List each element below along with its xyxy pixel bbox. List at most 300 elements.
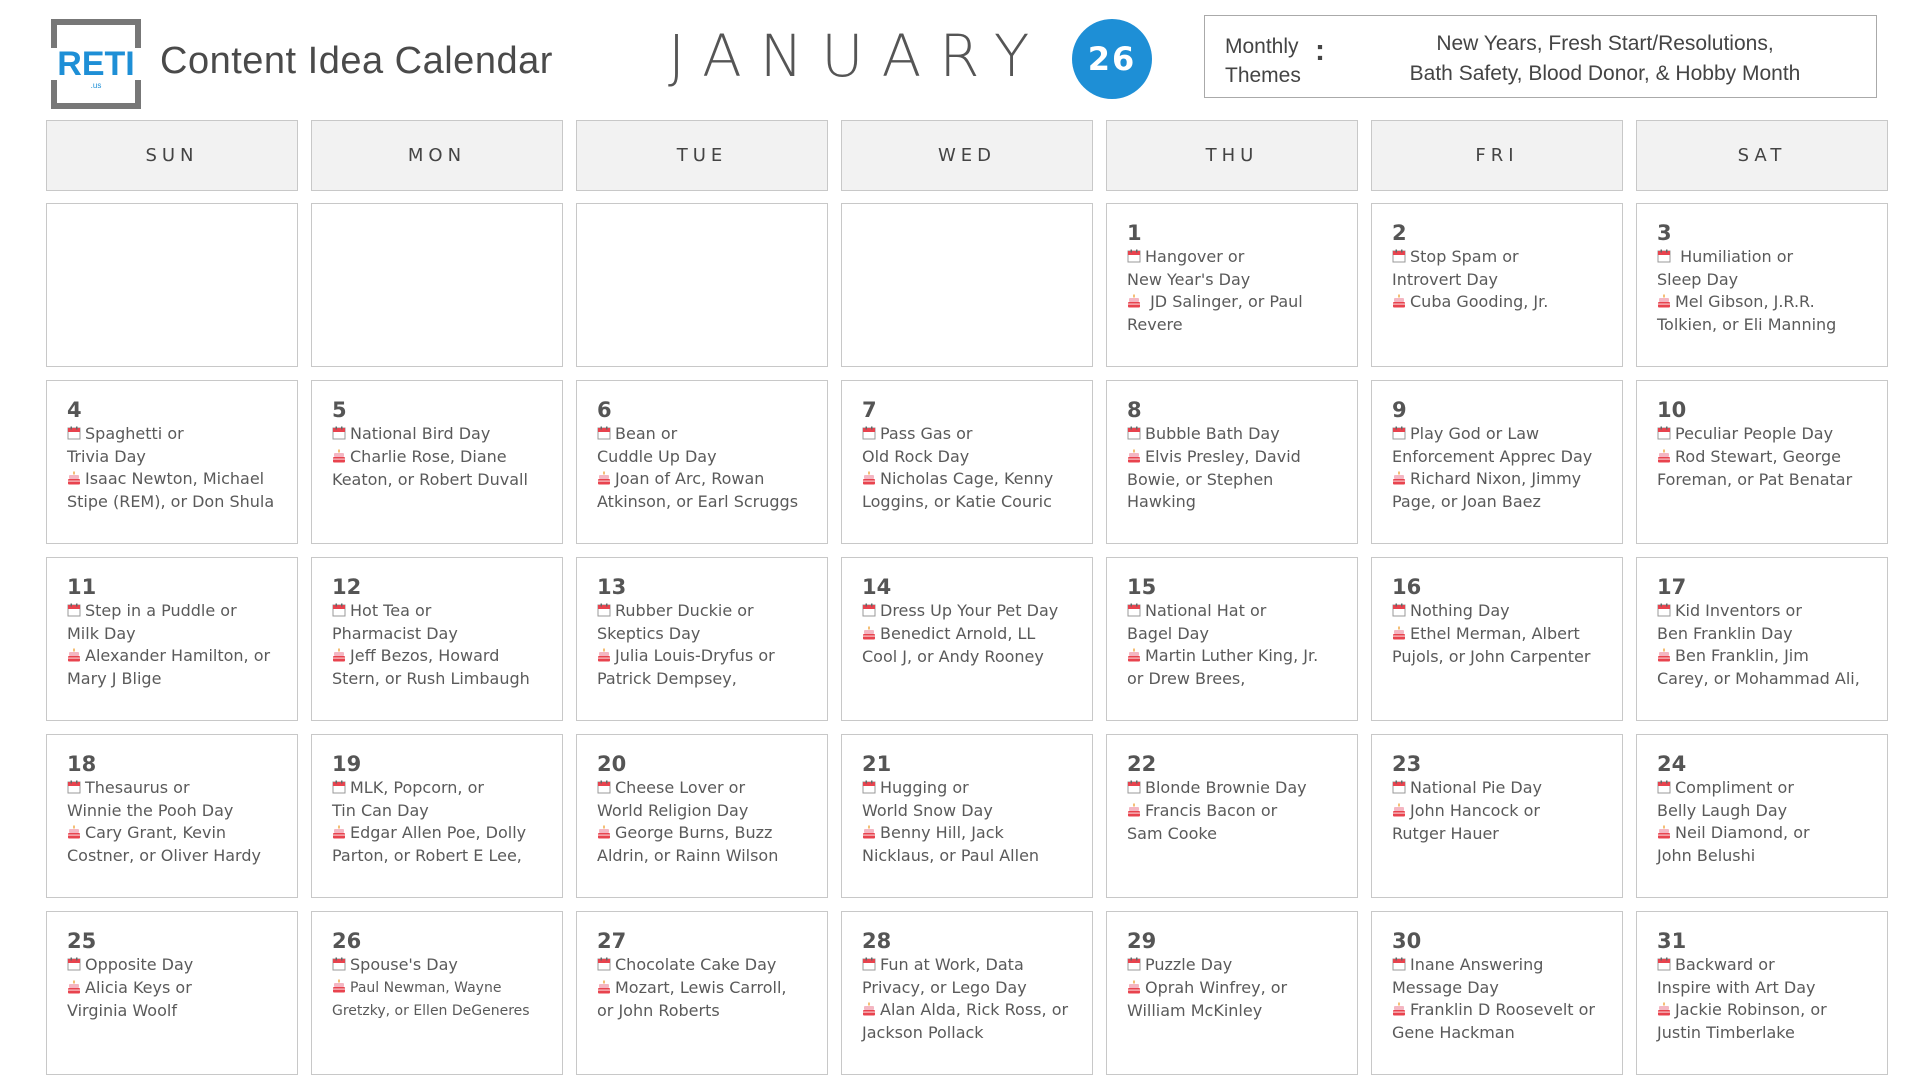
birthday-entry bbox=[332, 446, 552, 469]
entry-continuation bbox=[862, 977, 1082, 999]
calendar-icon bbox=[862, 424, 876, 446]
calendar-icon bbox=[862, 778, 876, 800]
birthday-entry bbox=[1657, 645, 1877, 668]
entry-text: Atkinson, or Earl Scruggs bbox=[597, 492, 799, 511]
entry-text: Puzzle Day bbox=[1145, 955, 1233, 974]
day-cell bbox=[1636, 911, 1888, 1075]
holiday-entry bbox=[597, 777, 817, 800]
weekday-fri: FRI bbox=[1371, 120, 1623, 191]
entry-text: National Bird Day bbox=[350, 424, 491, 443]
entry-continuation bbox=[1127, 823, 1347, 845]
entry-text: Richard Nixon, Jimmy bbox=[1410, 469, 1582, 488]
entry-text: Mary J Blige bbox=[67, 669, 162, 688]
weekday-wed: WED bbox=[841, 120, 1093, 191]
entry-continuation bbox=[597, 623, 817, 645]
entry-text: MLK, Popcorn, or bbox=[350, 778, 484, 797]
holiday-entry bbox=[1127, 777, 1347, 800]
entry-text: Patrick Dempsey, bbox=[597, 669, 737, 688]
empty-day-cell bbox=[841, 203, 1093, 367]
holiday-entry bbox=[1392, 246, 1612, 269]
entry-text: Loggins, or Katie Couric bbox=[862, 492, 1052, 511]
cake-icon bbox=[1127, 978, 1141, 1000]
entry-continuation bbox=[1127, 1000, 1347, 1022]
day-number: 14 bbox=[862, 575, 892, 599]
birthday-entry bbox=[1392, 468, 1612, 491]
themes-label-line2: Themes bbox=[1225, 64, 1301, 87]
entry-text: William McKinley bbox=[1127, 1001, 1263, 1020]
day-cell bbox=[1636, 734, 1888, 898]
birthday-entry bbox=[1127, 977, 1347, 1000]
day-number: 18 bbox=[67, 752, 97, 776]
holiday-entry bbox=[1657, 777, 1877, 800]
holiday-entry bbox=[332, 777, 552, 800]
holiday-entry bbox=[1657, 423, 1877, 446]
day-cell bbox=[46, 557, 298, 721]
entry-text: Spouse's Day bbox=[350, 955, 458, 974]
calendar-icon bbox=[332, 778, 346, 800]
entry-text: Costner, or Oliver Hardy bbox=[67, 846, 261, 865]
entry-continuation bbox=[1657, 314, 1877, 336]
entry-text: Stern, or Rush Limbaugh bbox=[332, 669, 530, 688]
entry-text: Compliment or bbox=[1675, 778, 1794, 797]
birthday-entry bbox=[67, 977, 287, 1000]
entry-text: Cary Grant, Kevin bbox=[85, 823, 227, 842]
day-number: 13 bbox=[597, 575, 627, 599]
calendar-icon bbox=[1657, 601, 1671, 623]
day-number: 30 bbox=[1392, 929, 1422, 953]
day-cell bbox=[1636, 380, 1888, 544]
cake-icon bbox=[862, 624, 876, 646]
day-number: 26 bbox=[332, 929, 362, 953]
calendar-icon bbox=[597, 778, 611, 800]
entry-text: Foreman, or Pat Benatar bbox=[1657, 470, 1853, 489]
calendar-icon bbox=[332, 424, 346, 446]
holiday-entry bbox=[597, 423, 817, 446]
day-number: 16 bbox=[1392, 575, 1422, 599]
calendar-icon bbox=[1127, 601, 1141, 623]
birthday-entry bbox=[862, 623, 1082, 646]
entry-text: Benedict Arnold, LL bbox=[880, 624, 1036, 643]
day-number: 7 bbox=[862, 398, 877, 422]
entry-continuation bbox=[332, 623, 552, 645]
entry-text: Stipe (REM), or Don Shula bbox=[67, 492, 275, 511]
entry-text: Ben Franklin Day bbox=[1657, 624, 1793, 643]
entry-text: Neil Diamond, or bbox=[1675, 823, 1810, 842]
entry-continuation bbox=[862, 800, 1082, 822]
day-number: 8 bbox=[1127, 398, 1142, 422]
birthday-entry bbox=[1127, 446, 1347, 469]
day-number: 2 bbox=[1392, 221, 1407, 245]
entry-continuation bbox=[862, 491, 1082, 513]
empty-day-cell bbox=[576, 203, 828, 367]
cake-icon bbox=[332, 646, 346, 668]
entry-text: JD Salinger, or Paul bbox=[1145, 292, 1303, 311]
entry-text: Hangover or bbox=[1145, 247, 1245, 266]
day-cell bbox=[311, 380, 563, 544]
entry-text: National Hat or bbox=[1145, 601, 1267, 620]
entry-continuation bbox=[1127, 469, 1347, 491]
holiday-entry bbox=[1127, 423, 1347, 446]
cake-icon bbox=[67, 469, 81, 491]
birthday-entry bbox=[67, 645, 287, 668]
entry-text: Inspire with Art Day bbox=[1657, 978, 1816, 997]
cake-icon bbox=[597, 823, 611, 845]
weekday-thu: THU bbox=[1106, 120, 1358, 191]
entry-continuation bbox=[1657, 1022, 1877, 1044]
entry-text: Aldrin, or Rainn Wilson bbox=[597, 846, 779, 865]
entry-continuation bbox=[67, 800, 287, 822]
cake-icon bbox=[1127, 801, 1141, 823]
entry-continuation bbox=[67, 1000, 287, 1022]
calendar-icon bbox=[597, 424, 611, 446]
entry-continuation bbox=[1392, 269, 1612, 291]
entry-text: Cuddle Up Day bbox=[597, 447, 717, 466]
cake-icon bbox=[1392, 1000, 1406, 1022]
entry-text: Message Day bbox=[1392, 978, 1499, 997]
holiday-entry bbox=[1657, 600, 1877, 623]
entry-continuation bbox=[597, 800, 817, 822]
day-number: 20 bbox=[597, 752, 627, 776]
weekday-sun: SUN bbox=[46, 120, 298, 191]
themes-line1: New Years, Fresh Start/Resolutions, bbox=[1436, 32, 1774, 55]
entry-text: Humiliation or bbox=[1675, 247, 1794, 266]
entry-text: National Pie Day bbox=[1410, 778, 1543, 797]
entry-text: Bean or bbox=[615, 424, 678, 443]
entry-continuation bbox=[862, 1022, 1082, 1044]
entry-text: Mozart, Lewis Carroll, bbox=[615, 978, 787, 997]
cake-icon bbox=[1657, 1000, 1671, 1022]
entry-continuation bbox=[332, 1000, 552, 1022]
day-cell bbox=[1371, 734, 1623, 898]
day-cell bbox=[1106, 734, 1358, 898]
day-cell bbox=[1106, 203, 1358, 367]
entry-text: Bubble Bath Day bbox=[1145, 424, 1280, 443]
cake-icon bbox=[1392, 624, 1406, 646]
birthday-entry bbox=[1657, 446, 1877, 469]
day-cell bbox=[1371, 380, 1623, 544]
entry-text: Old Rock Day bbox=[862, 447, 970, 466]
cake-icon bbox=[862, 1000, 876, 1022]
cake-icon bbox=[67, 978, 81, 1000]
entry-text: Stop Spam or bbox=[1410, 247, 1519, 266]
day-number: 15 bbox=[1127, 575, 1157, 599]
day-cell bbox=[46, 734, 298, 898]
entry-text: Milk Day bbox=[67, 624, 136, 643]
entry-text: Mel Gibson, J.R.R. bbox=[1675, 292, 1815, 311]
holiday-entry bbox=[1657, 246, 1877, 269]
entry-continuation bbox=[1392, 446, 1612, 468]
calendar-icon bbox=[332, 955, 346, 977]
entry-continuation bbox=[67, 446, 287, 468]
svg-text:RETI: RETI bbox=[57, 45, 135, 83]
birthday-entry bbox=[1657, 291, 1877, 314]
holiday-entry bbox=[1127, 600, 1347, 623]
day-number: 10 bbox=[1657, 398, 1687, 422]
calendar-icon bbox=[862, 601, 876, 623]
entry-text: Cheese Lover or bbox=[615, 778, 746, 797]
entry-text: Alicia Keys or bbox=[85, 978, 192, 997]
entry-text: Peculiar People Day bbox=[1675, 424, 1834, 443]
page-title: Content Idea Calendar bbox=[160, 40, 553, 82]
holiday-entry bbox=[1127, 246, 1347, 269]
entry-text: Parton, or Robert E Lee, bbox=[332, 846, 522, 865]
entry-continuation bbox=[1657, 623, 1877, 645]
day-number: 1 bbox=[1127, 221, 1142, 245]
day-number: 3 bbox=[1657, 221, 1672, 245]
entry-continuation bbox=[862, 446, 1082, 468]
entry-text: Carey, or Mohammad Ali, bbox=[1657, 669, 1860, 688]
day-number: 29 bbox=[1127, 929, 1157, 953]
entry-text: Gene Hackman bbox=[1392, 1023, 1515, 1042]
birthday-entry bbox=[862, 468, 1082, 491]
entry-text: Thesaurus or bbox=[85, 778, 190, 797]
entry-continuation bbox=[1392, 646, 1612, 668]
birthday-entry bbox=[597, 645, 817, 668]
entry-continuation bbox=[1392, 491, 1612, 513]
day-number: 27 bbox=[597, 929, 627, 953]
entry-continuation bbox=[1127, 269, 1347, 291]
day-number: 4 bbox=[67, 398, 82, 422]
entry-continuation bbox=[1392, 1022, 1612, 1044]
holiday-entry bbox=[332, 423, 552, 446]
entry-text: Play God or Law bbox=[1410, 424, 1540, 443]
month-title: JANUARY bbox=[668, 22, 1048, 90]
entry-text: Gretzky, or Ellen DeGeneres bbox=[332, 1003, 530, 1019]
holiday-entry bbox=[67, 777, 287, 800]
themes-label-line1: Monthly bbox=[1225, 35, 1299, 58]
birthday-entry bbox=[1392, 623, 1612, 646]
entry-text: Cuba Gooding, Jr. bbox=[1410, 292, 1549, 311]
entry-continuation bbox=[1392, 977, 1612, 999]
holiday-entry bbox=[1392, 600, 1612, 623]
cake-icon bbox=[1392, 801, 1406, 823]
holiday-entry bbox=[67, 600, 287, 623]
entry-continuation bbox=[1392, 823, 1612, 845]
cake-icon bbox=[597, 469, 611, 491]
holiday-entry bbox=[597, 954, 817, 977]
entry-continuation bbox=[1657, 469, 1877, 491]
weekday-mon: MON bbox=[311, 120, 563, 191]
entry-continuation bbox=[67, 845, 287, 867]
empty-day-cell bbox=[46, 203, 298, 367]
entry-text: Belly Laugh Day bbox=[1657, 801, 1788, 820]
entry-text: Kid Inventors or bbox=[1675, 601, 1802, 620]
holiday-entry bbox=[332, 954, 552, 977]
entry-text: Nicklaus, or Paul Allen bbox=[862, 846, 1040, 865]
themes-label bbox=[1225, 32, 1325, 90]
day-cell bbox=[1636, 557, 1888, 721]
entry-text: Hawking bbox=[1127, 492, 1196, 511]
day-number: 19 bbox=[332, 752, 362, 776]
birthday-entry bbox=[862, 822, 1082, 845]
birthday-entry bbox=[1127, 645, 1347, 668]
cake-icon bbox=[597, 646, 611, 668]
entry-text: Justin Timberlake bbox=[1657, 1023, 1795, 1042]
entry-continuation bbox=[597, 446, 817, 468]
entry-text: World Snow Day bbox=[862, 801, 993, 820]
calendar-icon bbox=[597, 601, 611, 623]
day-cell bbox=[1106, 380, 1358, 544]
entry-text: Winnie the Pooh Day bbox=[67, 801, 234, 820]
cake-icon bbox=[1127, 292, 1141, 314]
entry-text: Alexander Hamilton, or bbox=[85, 646, 271, 665]
entry-continuation bbox=[597, 668, 817, 690]
entry-text: Backward or bbox=[1675, 955, 1775, 974]
holiday-entry bbox=[332, 600, 552, 623]
calendar-icon bbox=[1657, 424, 1671, 446]
entry-text: Ethel Merman, Albert bbox=[1410, 624, 1580, 643]
holiday-entry bbox=[1127, 954, 1347, 977]
entry-text: Pass Gas or bbox=[880, 424, 973, 443]
weekday-sat: SAT bbox=[1636, 120, 1888, 191]
entry-text: Inane Answering bbox=[1410, 955, 1544, 974]
entry-text: Privacy, or Lego Day bbox=[862, 978, 1027, 997]
calendar-icon bbox=[1392, 955, 1406, 977]
day-cell bbox=[576, 380, 828, 544]
cake-icon bbox=[67, 823, 81, 845]
entry-continuation bbox=[862, 845, 1082, 867]
day-cell bbox=[841, 380, 1093, 544]
entry-continuation bbox=[597, 845, 817, 867]
birthday-entry bbox=[1392, 999, 1612, 1022]
entry-text: Franklin D Roosevelt or bbox=[1410, 1000, 1595, 1019]
day-number: 24 bbox=[1657, 752, 1687, 776]
entry-text: Step in a Puddle or bbox=[85, 601, 237, 620]
entry-text: Tolkien, or Eli Manning bbox=[1657, 315, 1837, 334]
birthday-entry bbox=[1392, 291, 1612, 314]
entry-continuation bbox=[67, 491, 287, 513]
entry-text: Jackson Pollack bbox=[862, 1023, 984, 1042]
day-number: 21 bbox=[862, 752, 892, 776]
day-cell bbox=[576, 911, 828, 1075]
holiday-entry bbox=[862, 600, 1082, 623]
entry-continuation bbox=[332, 668, 552, 690]
entry-text: Hugging or bbox=[880, 778, 969, 797]
entry-text: New Year's Day bbox=[1127, 270, 1251, 289]
entry-continuation bbox=[1657, 800, 1877, 822]
entry-text: Ben Franklin, Jim bbox=[1675, 646, 1809, 665]
entry-text: Jeff Bezos, Howard bbox=[350, 646, 500, 665]
entry-continuation bbox=[1127, 668, 1347, 690]
cake-icon bbox=[332, 823, 346, 845]
entry-continuation bbox=[332, 469, 552, 491]
calendar-icon bbox=[862, 955, 876, 977]
cake-icon bbox=[1127, 646, 1141, 668]
entry-continuation bbox=[1657, 845, 1877, 867]
entry-text: Page, or Joan Baez bbox=[1392, 492, 1541, 511]
entry-text: Bowie, or Stephen bbox=[1127, 470, 1274, 489]
holiday-entry bbox=[67, 954, 287, 977]
year-badge: 26 bbox=[1072, 19, 1152, 99]
birthday-entry bbox=[332, 645, 552, 668]
day-cell bbox=[1371, 557, 1623, 721]
entry-text: Benny Hill, Jack bbox=[880, 823, 1004, 842]
entry-text: Bagel Day bbox=[1127, 624, 1209, 643]
day-cell bbox=[576, 734, 828, 898]
cake-icon bbox=[1392, 469, 1406, 491]
entry-text: or John Roberts bbox=[597, 1001, 720, 1020]
entry-text: Pharmacist Day bbox=[332, 624, 458, 643]
day-cell bbox=[841, 557, 1093, 721]
calendar-icon bbox=[1127, 247, 1141, 269]
entry-text: Julia Louis-Dryfus or bbox=[615, 646, 775, 665]
entry-text: Oprah Winfrey, or bbox=[1145, 978, 1288, 997]
day-number: 25 bbox=[67, 929, 97, 953]
day-cell bbox=[46, 911, 298, 1075]
calendar-icon bbox=[1657, 778, 1671, 800]
entry-text: Spaghetti or bbox=[85, 424, 184, 443]
calendar-icon bbox=[1392, 424, 1406, 446]
empty-day-cell bbox=[311, 203, 563, 367]
birthday-entry bbox=[597, 468, 817, 491]
entry-continuation bbox=[332, 800, 552, 822]
birthday-entry bbox=[1127, 291, 1347, 314]
day-number: 23 bbox=[1392, 752, 1422, 776]
calendar-icon bbox=[597, 955, 611, 977]
calendar-icon bbox=[67, 778, 81, 800]
day-number: 31 bbox=[1657, 929, 1687, 953]
entry-continuation bbox=[862, 646, 1082, 668]
calendar-icon bbox=[67, 424, 81, 446]
birthday-entry bbox=[67, 822, 287, 845]
cake-icon bbox=[862, 469, 876, 491]
entry-text: or Drew Brees, bbox=[1127, 669, 1246, 688]
cake-icon bbox=[1657, 823, 1671, 845]
entry-text: Hot Tea or bbox=[350, 601, 432, 620]
birthday-entry bbox=[597, 977, 817, 1000]
entry-continuation bbox=[597, 1000, 817, 1022]
entry-text: George Burns, Buzz bbox=[615, 823, 773, 842]
entry-text: Keaton, or Robert Duvall bbox=[332, 470, 528, 489]
weekday-tue: TUE bbox=[576, 120, 828, 191]
cake-icon bbox=[1127, 447, 1141, 469]
entry-text: Nothing Day bbox=[1410, 601, 1510, 620]
entry-text: Martin Luther King, Jr. bbox=[1145, 646, 1319, 665]
entry-text: Alan Alda, Rick Ross, or bbox=[880, 1000, 1069, 1019]
entry-continuation bbox=[67, 668, 287, 690]
company-logo bbox=[50, 18, 142, 110]
day-cell bbox=[311, 734, 563, 898]
entry-text: World Religion Day bbox=[597, 801, 749, 820]
cake-icon bbox=[67, 646, 81, 668]
calendar-icon bbox=[1127, 955, 1141, 977]
cake-icon bbox=[597, 978, 611, 1000]
themes-text bbox=[1365, 29, 1845, 89]
day-cell bbox=[1371, 203, 1623, 367]
entry-text: Charlie Rose, Diane bbox=[350, 447, 507, 466]
entry-text: Virginia Woolf bbox=[67, 1001, 177, 1020]
entry-text: Jackie Robinson, or bbox=[1675, 1000, 1827, 1019]
themes-colon: : bbox=[1315, 34, 1325, 67]
holiday-entry bbox=[862, 777, 1082, 800]
entry-text: Rod Stewart, George bbox=[1675, 447, 1841, 466]
entry-text: Enforcement Apprec Day bbox=[1392, 447, 1593, 466]
birthday-entry bbox=[1127, 800, 1347, 823]
day-cell bbox=[46, 380, 298, 544]
entry-text: Nicholas Cage, Kenny bbox=[880, 469, 1054, 488]
birthday-entry bbox=[597, 822, 817, 845]
day-number: 6 bbox=[597, 398, 612, 422]
calendar-icon bbox=[1392, 778, 1406, 800]
birthday-entry bbox=[332, 977, 552, 1000]
cake-icon bbox=[862, 823, 876, 845]
entry-text: Chocolate Cake Day bbox=[615, 955, 777, 974]
entry-continuation bbox=[1127, 314, 1347, 336]
entry-text: Sleep Day bbox=[1657, 270, 1739, 289]
entry-text: Sam Cooke bbox=[1127, 824, 1217, 843]
day-number: 9 bbox=[1392, 398, 1407, 422]
entry-text: Fun at Work, Data bbox=[880, 955, 1024, 974]
